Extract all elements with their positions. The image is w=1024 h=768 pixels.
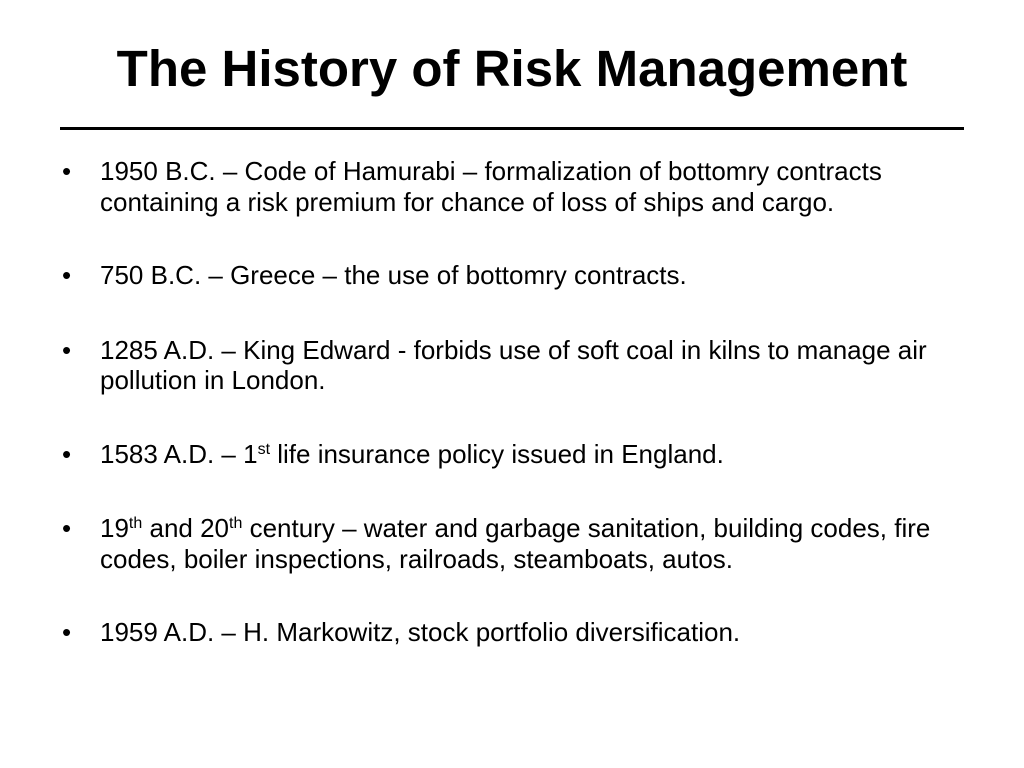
bullet-text: 1959 A.D. – H. Markowitz, stock portfolio diversification. [100,617,741,647]
bullet-item-1959ad [62,617,972,648]
bullet-list [62,156,972,692]
bullet-item-1950bc [62,156,972,217]
bullet-text-pre: 1583 A.D. – 1 [100,438,258,469]
bullet-icon: • [62,513,72,543]
bullet-item-1285ad [62,335,972,396]
title-underline [60,127,964,130]
ordinal-suffix: th [229,515,243,532]
bullet-icon: • [62,156,72,186]
ordinal-suffix: th [128,515,143,532]
bullet-item-1583ad [62,439,972,470]
bullet-text: 750 B.C. – Greece – the use of bottomry contracts. [100,260,687,290]
bullet-text [100,513,930,574]
bullet-icon: • [62,617,72,647]
slide-title: The History of Risk Management [116,40,908,97]
bullet-icon: • [62,438,72,469]
bullet-text-post: century – water and garbage sanitation, building codes, fire codes, boiler inspections, railroads, steamboats, autos. [100,513,931,574]
bullet-item-19th-20th-century [62,513,972,574]
ordinal-suffix: st [257,440,271,458]
bullet-text: 1950 B.C. – Code of Hamurabi – formalization of bottomry contracts containing a risk premium for chance of loss of ships and cargo. [100,156,882,217]
bullet-text [100,439,724,469]
bullet-text-pre: 19 [100,513,129,543]
bullet-text-post: life insurance policy issued in England. [270,438,724,469]
bullet-icon: • [62,334,72,365]
bullet-item-750bc [62,260,972,291]
bullet-icon: • [62,260,72,290]
bullet-text-mid: and 20 [142,513,230,543]
bullet-text: 1285 A.D. – King Edward - forbids use of soft coal in kilns to manage air pollution in London. [100,334,927,395]
